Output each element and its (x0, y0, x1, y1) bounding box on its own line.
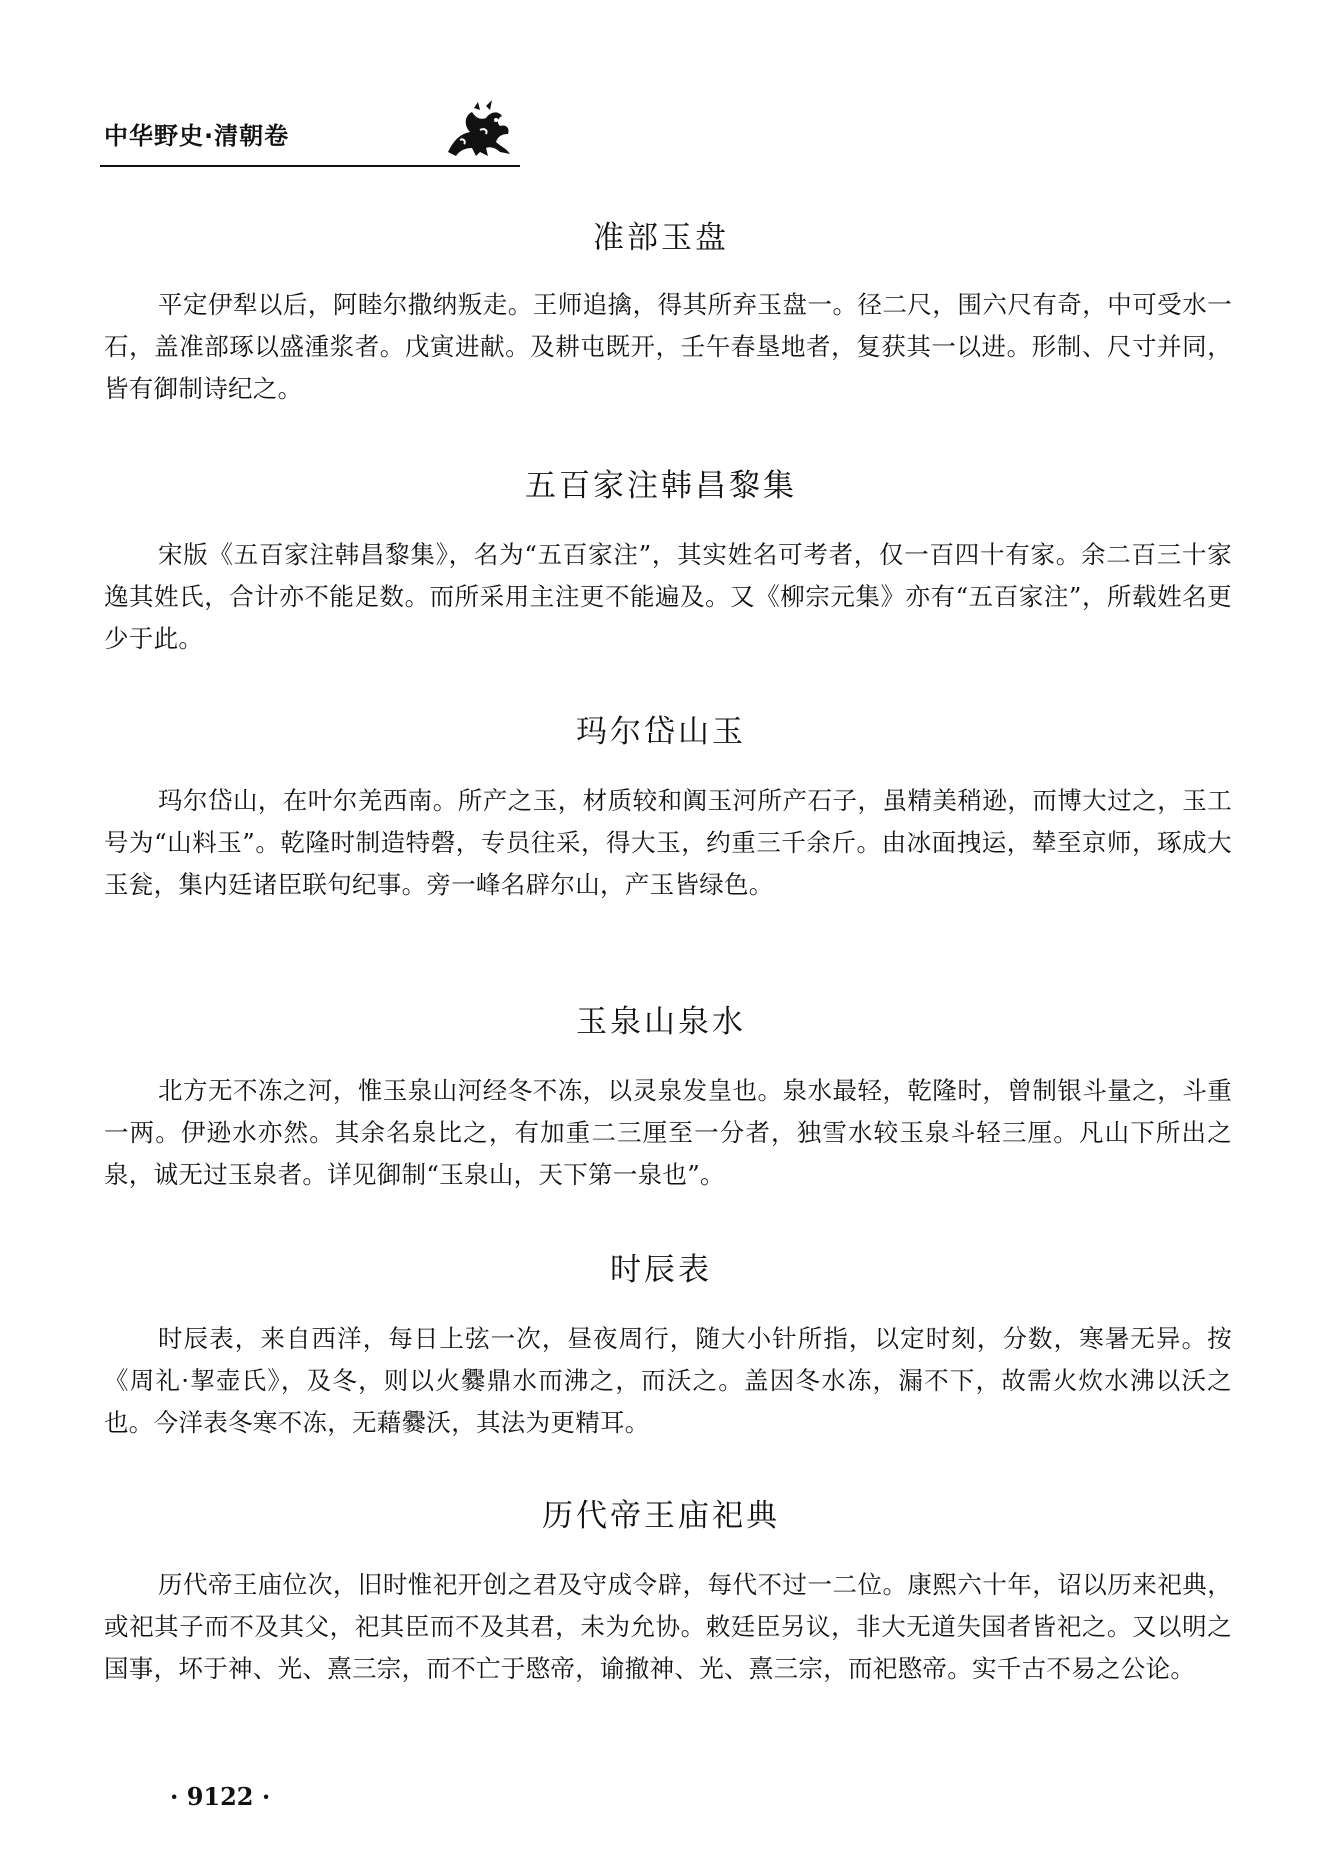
dragon-emblem-icon (440, 100, 518, 162)
section-body-5: 时辰表，来自西洋，每日上弦一次，昼夜周行，随大小针所指，以定时刻，分数，寒暑无异。按《周礼·挈壶氏》，及冬，则以火爨鼎水而沸之，而沃之。盖因冬水冻，漏不下，故需火炊水沸以沃之也。今洋表冬寒不冻，无藉爨沃，其法为更精耳。 (104, 1324, 1232, 1437)
running-header-title: 中华野史·清朝卷 (104, 122, 290, 150)
page-number: · 9122 · (170, 1782, 271, 1811)
section-title-4: 玉泉山泉水 (576, 1004, 746, 1040)
section-title-6: 历代帝王庙祀典 (542, 1498, 780, 1534)
section-title-3: 玛尔岱山玉 (576, 714, 746, 750)
section-body-1: 平定伊犁以后，阿睦尔撒纳叛走。王师追擒，得其所弃玉盘一。径二尺，围六尺有奇，中可受水一石，盖准部琢以盛湩浆者。戊寅进献。及耕屯既开，壬午春垦地者，复获其一以进。形制、尺寸并同，皆有御制诗纪之。 (104, 290, 1232, 403)
header-rule (100, 165, 520, 167)
running-header (100, 100, 520, 170)
section-body-6: 历代帝王庙位次，旧时惟祀开创之君及守成令辟，每代不过一二位。康熙六十年，诏以历来祀典，或祀其子而不及其父，祀其臣而不及其君，未为允协。敕廷臣另议，非大无道失国者皆祀之。又以明之国事，坏于神、光、熹三宗，而不亡于愍帝，谕撤神、光、熹三宗，而祀愍帝。实千古不易之公论。 (104, 1570, 1232, 1683)
section-body-3: 玛尔岱山，在叶尔羌西南。所产之玉，材质较和阗玉河所产石子，虽精美稍逊，而博大过之，玉工号为“山料玉”。乾隆时制造特磬，专员往采，得大玉，约重三千余斤。由冰面拽运，辇至京师，琢成大玉瓮，集内廷诸臣联句纪事。旁一峰名辟尔山，产玉皆绿色。 (104, 786, 1232, 899)
section-title-5: 时辰表 (610, 1252, 712, 1288)
section-body-2: 宋版《五百家注韩昌黎集》，名为“五百家注”，其实姓名可考者，仅一百四十有家。余二百三十家逸其姓氏，合计亦不能足数。而所采用主注更不能遍及。又《柳宗元集》亦有“五百家注”，所载姓名更少于此。 (104, 540, 1232, 653)
section-body-4: 北方无不冻之河，惟玉泉山河经冬不冻，以灵泉发皇也。泉水最轻，乾隆时，曾制银斗量之，斗重一两。伊逊水亦然。其余名泉比之，有加重二三厘至一分者，独雪水较玉泉斗轻三厘。凡山下所出之泉，诚无过玉泉者。详见御制“玉泉山，天下第一泉也”。 (104, 1076, 1232, 1189)
section-title-1: 准部玉盘 (593, 220, 729, 256)
section-title-2: 五百家注韩昌黎集 (525, 468, 797, 504)
